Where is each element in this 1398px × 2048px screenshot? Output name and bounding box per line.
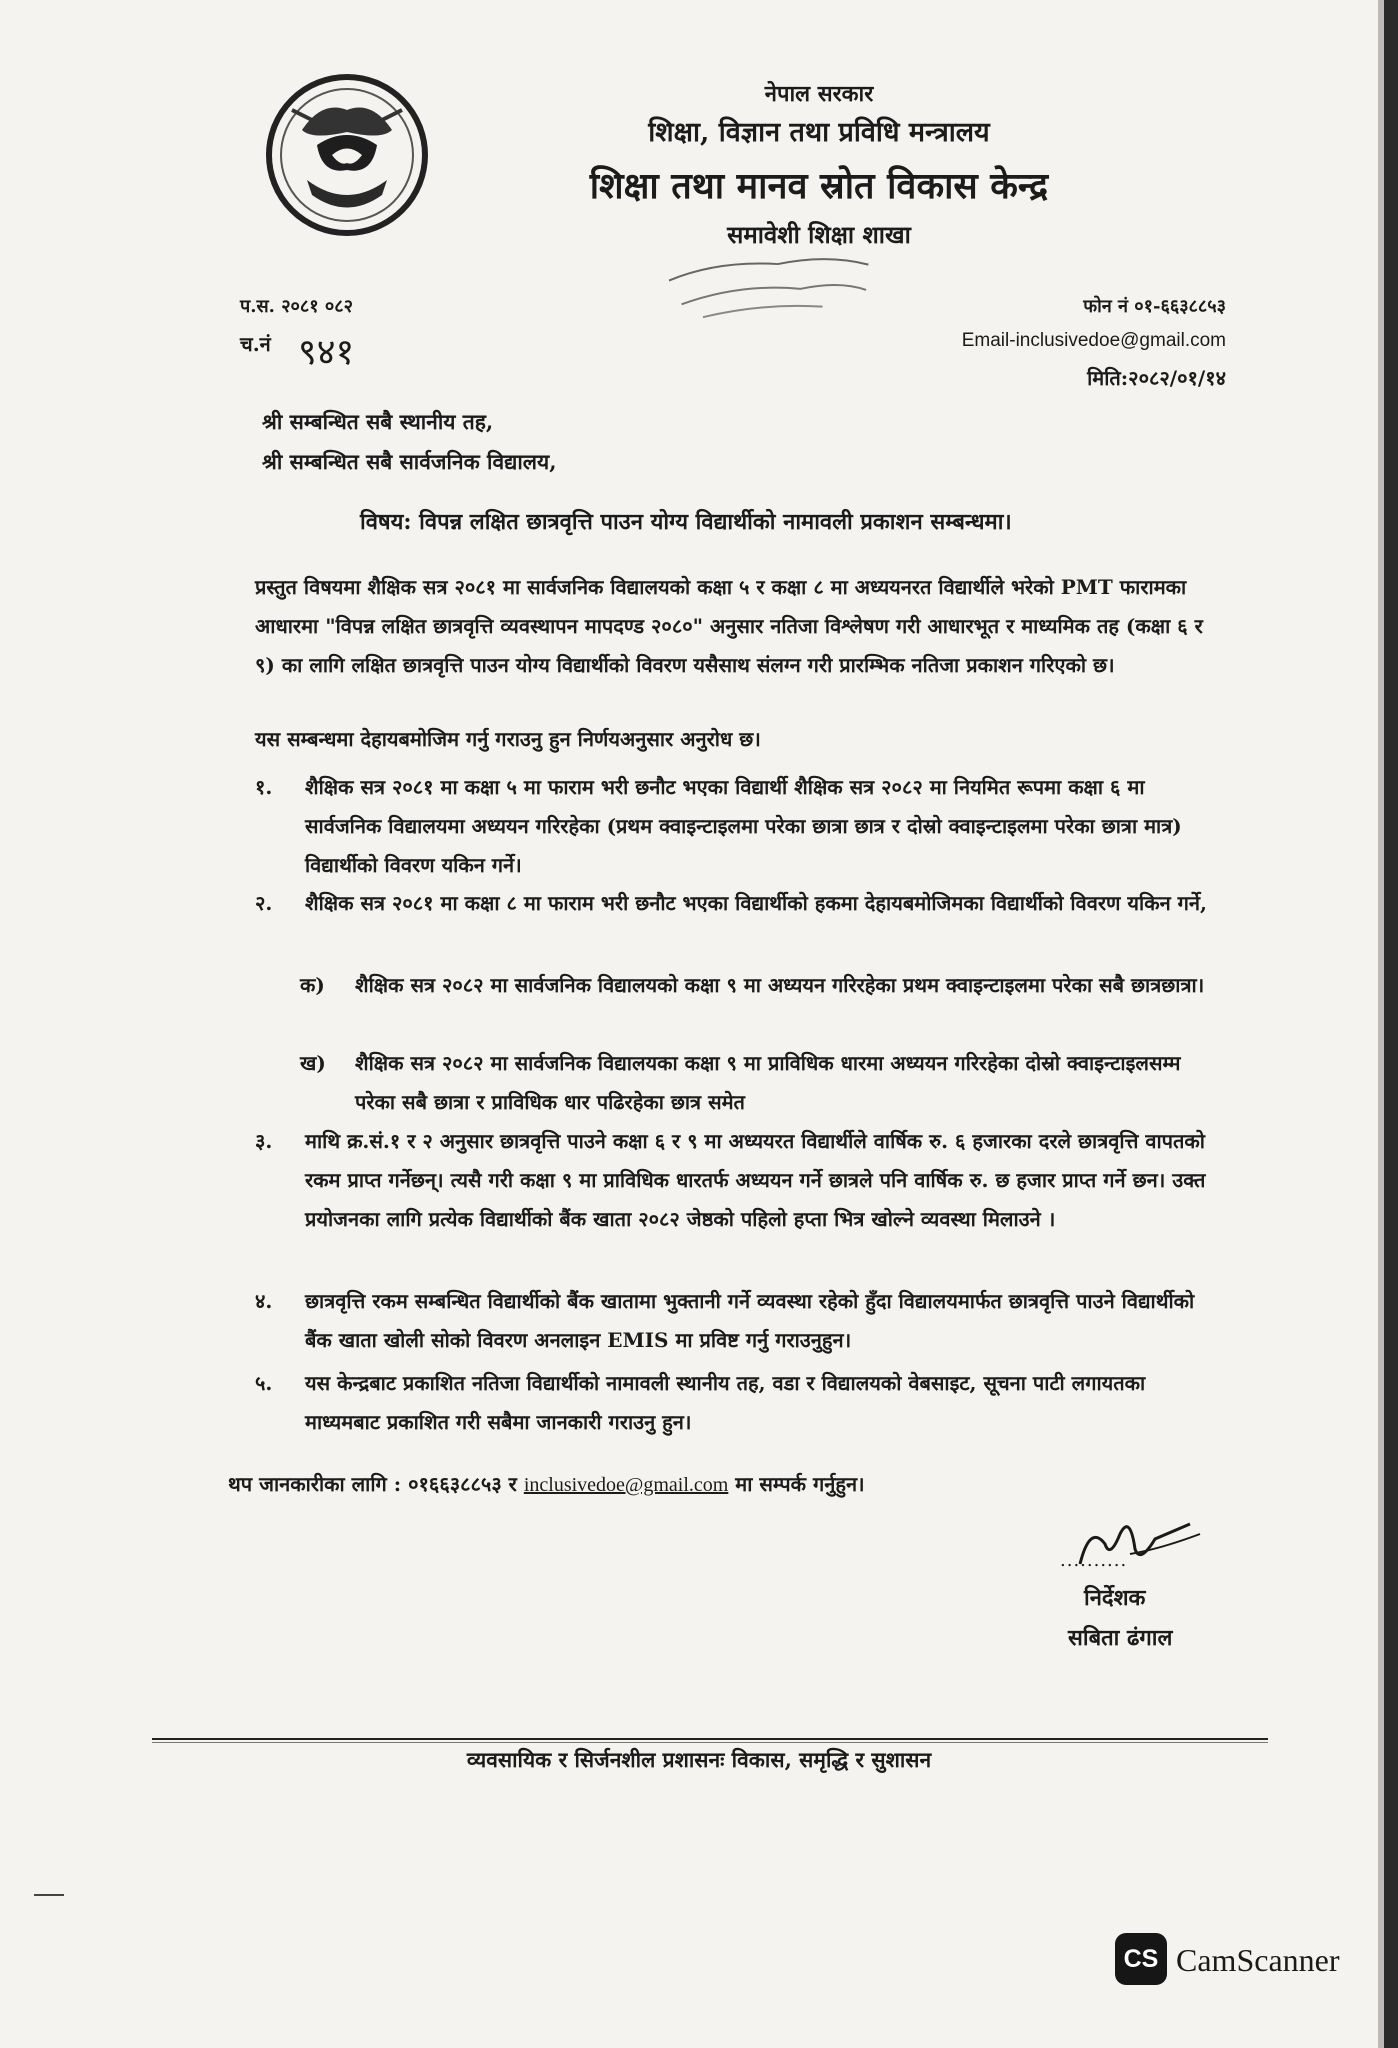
contact-prefix: थप जानकारीका लागि : ०१६६३८८५३ र: [228, 1472, 517, 1496]
camscanner-logo-icon: CS: [1115, 1933, 1167, 1985]
request-paragraph: यस सम्बन्धमा देहायबमोजिम गर्नु गराउनु हुन निर्णयअनुसार अनुरोध छ।: [255, 727, 761, 751]
sub-item-text: शैक्षिक सत्र २०८२ मा सार्वजनिक विद्यालयका कक्षा ९ मा प्राविधिक धारमा अध्ययन गरिरहेका दोस्रो क्वाइन्टाइलसम्म परेका सबै छात्रा र प्राविधिक धार पढिरहेका छात्र समेत: [355, 1051, 1181, 1114]
camscanner-watermark: CamScanner: [1176, 1942, 1340, 1978]
intro-paragraph: प्रस्तुत विषयमा शैक्षिक सत्र २०८१ मा सार्वजनिक विद्यालयको कक्षा ५ र कक्षा ८ मा अध्ययनरत विद्यार्थीले भरेको PMT फारामका आधारमा "विपन्न लक्षित छात्रवृत्ति व्यवस्थापन मापदण्ड २०८०" अनुसार नतिजा विश्लेषण गरी आधारभूत र माध्यमिक तह (कक्षा ६ र ९) का लागि लक्षित छात्रवृत्ति पाउन योग्य विद्यार्थीको विवरण यसैसाथ संलग्न गरी प्रारम्भिक नतिजा प्रकाशन गरिएको छ।: [255, 575, 1203, 677]
scan-edge: [1384, 0, 1398, 2048]
addressee-line: श्री सम्बन्धित सबै स्थानीय तह,: [262, 409, 494, 434]
email-address: Email-inclusivedoe@gmail.com: [961, 330, 1226, 351]
signature-dots: ..........: [1060, 1550, 1128, 1571]
footer-divider: [152, 1738, 1268, 1740]
list-item-text: माथि क्र.सं.१ र २ अनुसार छात्रवृत्ति पाउने कक्षा ६ र ९ मा अध्ययरत विद्यार्थीले वार्षिक रु. ६ हजारका दरले छात्रवृत्ति वापतको रकम प्राप्त गर्नेछन्। त्यसै गरी कक्षा ९ मा प्राविधिक धारतर्फ अध्ययन गर्ने छात्रले पनि वार्षिक रु. छ हजार प्राप्त गर्ने छन। उक्त प्रयोजनका लागि प्रत्येक विद्यार्थीको बैंक खाता २०८२ जेष्ठको पहिलो हप्ता भित्र खोल्ने व्यवस्था मिलाउने ।: [305, 1129, 1206, 1231]
contact-line: [228, 1470, 865, 1497]
list-item-number: २.: [255, 891, 273, 915]
reference-number: प.स. २०८१ ०८२: [240, 296, 353, 317]
list-item-text: छात्रवृत्ति रकम सम्बन्धित विद्यार्थीको बैंक खातामा भुक्तानी गर्ने व्यवस्था रहेको हुँदा विद्यालयमार्फत छात्रवृत्ति पाउने विद्यार्थीको बैंक खाता खोली सोको विवरण अनलाइन EMIS मा प्रविष्ट गर्नु गराउनुहुन।: [305, 1289, 1195, 1352]
government-name: नेपाल सरकार: [764, 81, 874, 107]
scan-mark: [34, 1894, 64, 1896]
letter-date: मिति:२०८२/०१/१४: [1087, 366, 1226, 390]
list-item-text: शैक्षिक सत्र २०८१ मा कक्षा ८ मा फाराम भरी छनौट भएका विद्यार्थीको हकमा देहायबमोजिमका विद्यार्थीको विवरण यकिन गर्ने,: [305, 891, 1207, 915]
phone-number: फोन नं ०१-६६३८८५३: [1083, 296, 1226, 317]
footer-divider-thin: [152, 1742, 1268, 1743]
list-item-number: ४.: [255, 1289, 273, 1313]
list-item-number: ५.: [255, 1371, 273, 1395]
contact-email: inclusivedoe@gmail.com: [523, 1474, 729, 1496]
branch-name: समावेशी शिक्षा शाखा: [727, 220, 911, 249]
letter-subject: विषय: विपन्न लक्षित छात्रवृत्ति पाउन योग्य विद्यार्थीको नामावली प्रकाशन सम्बन्धमा।: [360, 509, 1012, 535]
center-name: शिक्षा तथा मानव स्रोत विकास केन्द्र: [589, 165, 1049, 207]
footer-motto: व्यवसायिक र सिर्जनशील प्रशासनः विकास, समृद्धि र सुशासन: [466, 1747, 932, 1772]
dispatch-label: च.नं: [240, 332, 271, 356]
list-item-text: यस केन्द्रबाट प्रकाशित नतिजा विद्यार्थीको नामावली स्थानीय तह, वडा र विद्यालयको वेबसाइट, सूचना पाटी लगायतका माध्यमबाट प्रकाशित गरी सबैमा जानकारी गराउनु हुन।: [305, 1371, 1146, 1434]
signatory-title: निर्देशक: [1084, 1585, 1146, 1611]
contact-suffix: मा सम्पर्क गर्नुहुन।: [735, 1472, 865, 1496]
addressee-line: श्री सम्बन्धित सबै सार्वजनिक विद्यालय,: [262, 449, 557, 474]
dispatch-number: ९४१: [298, 332, 355, 373]
sub-item-number: क): [300, 973, 325, 997]
sub-item-text: शैक्षिक सत्र २०८२ मा सार्वजनिक विद्यालयको कक्षा ९ मा अध्ययन गरिरहेका प्रथम क्वाइन्टाइलमा परेका सबै छात्रछात्रा।: [355, 973, 1205, 997]
signatory-name: सबिता ढंगाल: [1068, 1625, 1173, 1651]
branch-stamp-icon: [657, 239, 883, 332]
list-item-number: ३.: [255, 1129, 273, 1153]
ministry-name: शिक्षा, विज्ञान तथा प्रविधि मन्त्रालय: [648, 117, 990, 148]
sub-item-number: ख): [300, 1051, 326, 1075]
signature-icon: [1060, 1504, 1210, 1584]
list-item-number: १.: [255, 775, 273, 799]
list-item-text: शैक्षिक सत्र २०८१ मा कक्षा ५ मा फाराम भरी छनौट भएका विद्यार्थी शैक्षिक सत्र २०८२ मा नियमित रूपमा कक्षा ६ मा सार्वजनिक विद्यालयमा अध्ययन गरिरहेका (प्रथम क्वाइन्टाइलमा परेका छात्रा छात्र र दोस्रो क्वाइन्टाइलमा परेका छात्रा मात्र) विद्यार्थीको विवरण यकिन गर्ने।: [305, 775, 1182, 877]
